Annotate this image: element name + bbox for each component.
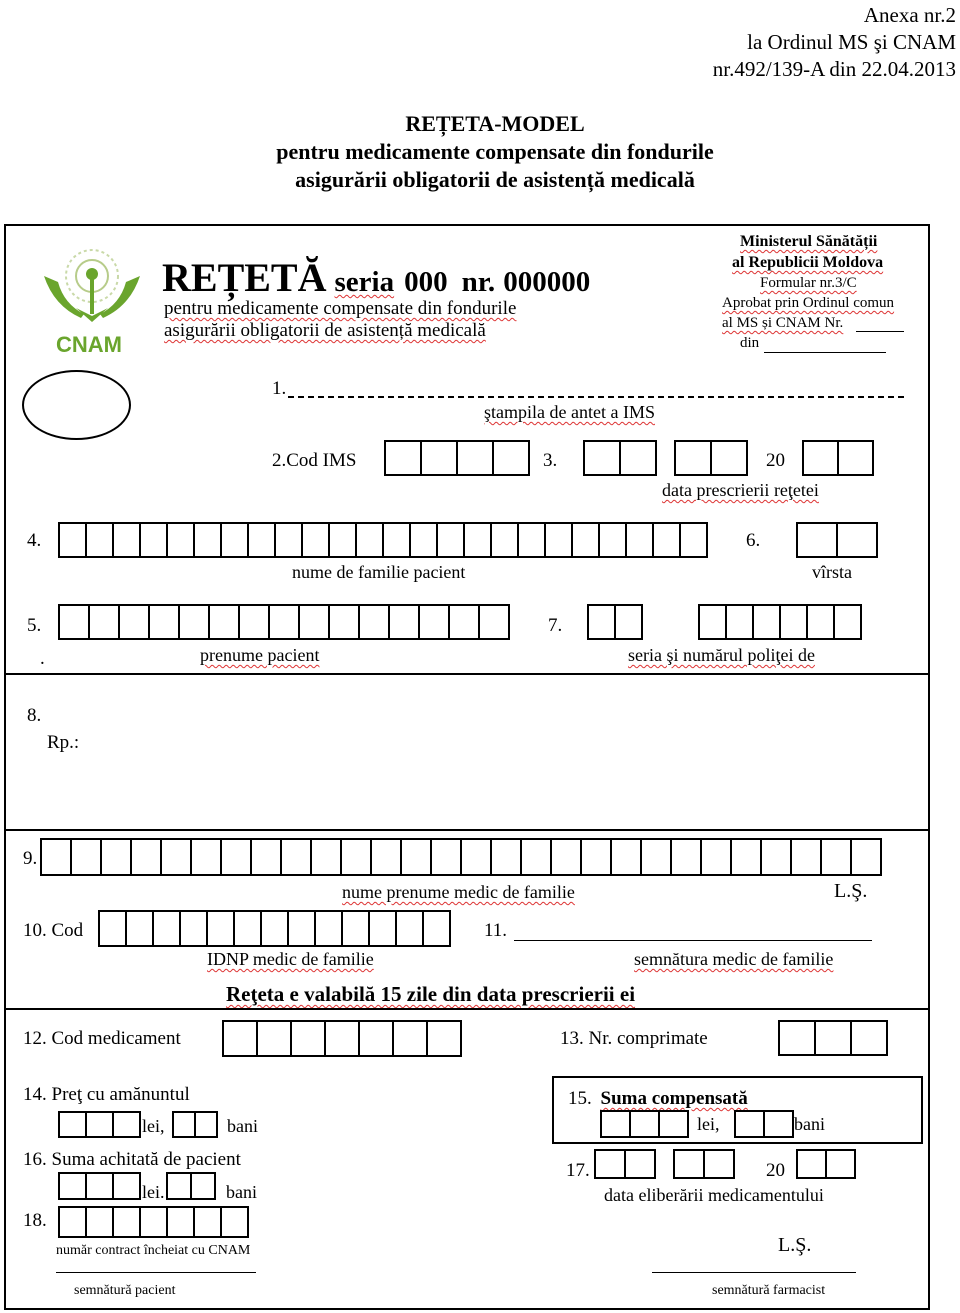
patient-surname-box-10[interactable] (303, 522, 330, 558)
field-5-number: 5. (27, 615, 42, 636)
retail-price-lei-boxes[interactable] (58, 1111, 141, 1138)
ims-code-box-3[interactable] (458, 440, 494, 476)
doctor-name-box-4[interactable] (132, 838, 162, 876)
policy-number-box-4[interactable] (781, 604, 808, 640)
patient-firstname-box-8[interactable] (270, 604, 300, 640)
prescription-year-box-1[interactable] (804, 440, 839, 476)
field-1-caption: ştampila de antet a IMS (484, 402, 655, 422)
contract-number-box-6[interactable] (195, 1206, 222, 1238)
compensated-lei-boxes[interactable] (600, 1110, 689, 1138)
patient-surname-box-6[interactable] (195, 522, 222, 558)
medicine-code-box-7[interactable] (428, 1020, 462, 1057)
patient-firstname-box-5[interactable] (180, 604, 210, 640)
field-8-number: 8. (27, 705, 42, 726)
patient-surname-box-11[interactable] (330, 522, 357, 558)
patient-signature-line[interactable] (56, 1272, 256, 1273)
doctor-idnp-box-10[interactable] (343, 910, 370, 947)
patient-surname-box-22[interactable] (627, 522, 654, 558)
ministry-line-6: din (740, 335, 760, 351)
tablet-count-boxes[interactable] (778, 1020, 888, 1056)
field-14-label: 14. Preţ cu amănuntul (23, 1084, 190, 1105)
patient-surname-box-8[interactable] (249, 522, 276, 558)
doctor-idnp-box-12[interactable] (397, 910, 424, 947)
doctor-name-box-2[interactable] (72, 838, 102, 876)
policy-number-box-5[interactable] (808, 604, 835, 640)
field-15-label: Suma compensată (600, 1088, 748, 1109)
patient-paid-lei-box-1[interactable] (60, 1172, 87, 1200)
patient-paid-lei-box-3[interactable] (114, 1172, 141, 1200)
release-day-box-2[interactable] (626, 1149, 656, 1179)
doctor-idnp-box-13[interactable] (424, 910, 451, 947)
ims-code-box-2[interactable] (422, 440, 458, 476)
document-title (190, 110, 800, 194)
doctor-name-box-7[interactable] (222, 838, 252, 876)
patient-firstname-box-6[interactable] (210, 604, 240, 640)
doctor-name-box-8[interactable] (252, 838, 282, 876)
patient-surname-box-15[interactable] (438, 522, 465, 558)
patient-firstname-box-15[interactable] (480, 604, 510, 640)
field-16-label: 16. Suma achitată de pacient (23, 1149, 241, 1170)
compensated-lei-box-3[interactable] (660, 1110, 689, 1138)
patient-paid-lei-boxes[interactable] (58, 1172, 141, 1200)
contract-number-box-2[interactable] (87, 1206, 114, 1238)
series-label: seria (334, 266, 395, 298)
medicine-code-box-6[interactable] (394, 1020, 428, 1057)
compensated-lei-box-2[interactable] (631, 1110, 660, 1138)
medicine-code-boxes[interactable] (222, 1020, 462, 1057)
release-month-box-2[interactable] (705, 1149, 735, 1179)
field-17-number: 17. (566, 1160, 590, 1181)
field-16-bani: bani (226, 1182, 257, 1202)
field-15-label-row (568, 1088, 748, 1110)
policy-series-boxes[interactable] (587, 604, 643, 640)
tablet-count-box-3[interactable] (852, 1020, 888, 1056)
form-subtitle-2: asigurării obligatorii de asistență medicală (164, 320, 486, 341)
patient-firstname-box-2[interactable] (90, 604, 120, 640)
policy-series-box-1[interactable] (589, 604, 616, 640)
doctor-name-box-11[interactable] (342, 838, 372, 876)
patient-surname-box-21[interactable] (600, 522, 627, 558)
retail-price-bani-boxes[interactable] (172, 1111, 218, 1138)
patient-age-boxes[interactable] (796, 522, 878, 558)
tablet-count-box-1[interactable] (780, 1020, 816, 1056)
patient-surname-box-20[interactable] (573, 522, 600, 558)
logo-text: CNAM (56, 332, 122, 357)
patient-firstname-box-7[interactable] (240, 604, 270, 640)
field-11-number: 11. (484, 920, 508, 941)
patient-paid-bani-boxes[interactable] (166, 1172, 216, 1200)
divider-3 (5, 1008, 929, 1010)
patient-surname-box-17[interactable] (492, 522, 519, 558)
compensated-bani-box-1[interactable] (736, 1110, 765, 1138)
nr-label: nr. (461, 266, 496, 298)
prescription-month-box-2[interactable] (712, 440, 748, 476)
contract-number-box-5[interactable] (168, 1206, 195, 1238)
patient-surname-box-19[interactable] (546, 522, 573, 558)
field-10-caption: IDNP medic de familie (207, 949, 374, 969)
annex-header (636, 2, 956, 83)
form-subtitle-1: pentru medicamente compensate din fondurile (164, 298, 517, 319)
prescription-day-boxes[interactable] (583, 440, 657, 476)
doctor-signature-line[interactable] (514, 940, 872, 941)
release-month-box-1[interactable] (675, 1149, 705, 1179)
doctor-name-box-27[interactable] (822, 838, 852, 876)
patient-surname-box-23[interactable] (654, 522, 681, 558)
medicine-code-box-5[interactable] (360, 1020, 394, 1057)
nr-value: 000000 (503, 266, 591, 298)
patient-firstname-box-11[interactable] (360, 604, 390, 640)
annex-line-3: nr.492/139-A din 22.04.2013 (712, 57, 956, 81)
patient-surname-box-24[interactable] (681, 522, 708, 558)
prescription-year-boxes[interactable] (802, 440, 874, 476)
doctor-name-box-20[interactable] (612, 838, 642, 876)
doctor-idnp-box-8[interactable] (289, 910, 316, 947)
divider-2 (5, 829, 929, 831)
patient-surname-box-5[interactable] (168, 522, 195, 558)
prescription-day-box-1[interactable] (585, 440, 621, 476)
patient-age-box-2[interactable] (838, 522, 878, 558)
title-line-2: pentru medicamente compensate din fondurile (276, 139, 714, 164)
doctor-name-box-26[interactable] (792, 838, 822, 876)
doctor-name-box-1[interactable] (42, 838, 72, 876)
compensated-bani-boxes[interactable] (734, 1110, 794, 1138)
field-11-caption: semnătura medic de familie (634, 949, 834, 969)
field-17-caption: data eliberării medicamentului (604, 1185, 824, 1205)
patient-firstname-box-13[interactable] (420, 604, 450, 640)
field-15-bani: bani (794, 1114, 825, 1134)
policy-number-boxes[interactable] (698, 604, 862, 640)
patient-firstname-box-4[interactable] (150, 604, 180, 640)
field-1-number: 1. (272, 378, 287, 399)
doctor-name-box-21[interactable] (642, 838, 672, 876)
validity-notice: Reţeta e valabilă 15 zile din data prescrierii ei (226, 982, 636, 1006)
field-16-lei: lei. (142, 1182, 165, 1202)
release-year-boxes[interactable] (796, 1149, 856, 1179)
doctor-idnp-box-2[interactable] (127, 910, 154, 947)
ministry-line-4: Aprobat prin Ordinul comun (722, 295, 895, 311)
compensated-bani-box-2[interactable] (765, 1110, 794, 1138)
field-6-number: 6. (746, 530, 761, 551)
release-year-box-1[interactable] (798, 1149, 827, 1179)
field-13-label: 13. Nr. comprimate (560, 1028, 708, 1049)
field-10-label: 10. Cod (23, 920, 84, 941)
ims-code-box-4[interactable] (494, 440, 530, 476)
patient-surname-box-7[interactable] (222, 522, 249, 558)
prescription-month-boxes[interactable] (674, 440, 748, 476)
field-4-caption: nume de familie pacient (292, 562, 466, 582)
field-7-caption: seria şi numărul poliţei de (628, 645, 815, 665)
doctor-name-box-28[interactable] (852, 838, 882, 876)
divider-1 (5, 673, 929, 675)
medicine-code-box-4[interactable] (326, 1020, 360, 1057)
doctor-name-box-17[interactable] (522, 838, 552, 876)
ministry-nr-line (856, 331, 904, 332)
title-line-3: asigurării obligatorii de asistență medicală (295, 167, 695, 192)
field-1-dashed-line[interactable] (288, 396, 904, 398)
stamp-oval[interactable] (22, 370, 131, 440)
prescription-body-area[interactable] (60, 760, 910, 826)
doctor-name-box-24[interactable] (732, 838, 762, 876)
ls-stamp-2: L.Ş. (778, 1234, 812, 1256)
doctor-name-box-6[interactable] (192, 838, 222, 876)
compensated-lei-box-1[interactable] (602, 1110, 631, 1138)
release-year-prefix: 20 (766, 1160, 785, 1181)
ministry-line-1: Ministerul Sănătății (740, 233, 878, 250)
release-day-box-1[interactable] (596, 1149, 626, 1179)
patient-surname-boxes[interactable] (58, 522, 708, 558)
doctor-name-box-19[interactable] (582, 838, 612, 876)
title-line-1: REȚETA-MODEL (405, 111, 585, 136)
tablet-count-box-2[interactable] (816, 1020, 852, 1056)
ims-code-boxes[interactable] (384, 440, 530, 476)
form-title-row (162, 254, 590, 301)
doctor-idnp-box-5[interactable] (208, 910, 235, 947)
doctor-idnp-box-11[interactable] (370, 910, 397, 947)
field-2-label: 2.Cod IMS (272, 450, 357, 471)
pharmacist-signature-line[interactable] (652, 1272, 856, 1273)
field-5-dot: . (40, 648, 45, 669)
release-year-box-2[interactable] (827, 1149, 856, 1179)
ministry-line-5: al MS și CNAM Nr. (722, 315, 844, 331)
field-15-lei: lei, (697, 1114, 720, 1134)
doctor-name-boxes[interactable] (40, 838, 882, 876)
doctor-idnp-box-7[interactable] (262, 910, 289, 947)
doctor-name-box-3[interactable] (102, 838, 132, 876)
field-3-caption: data prescrierii reţetei (662, 480, 819, 500)
patient-surname-box-4[interactable] (141, 522, 168, 558)
retail-price-lei-box-2[interactable] (87, 1111, 114, 1138)
doctor-idnp-box-1[interactable] (100, 910, 127, 947)
annex-line-1: Anexa nr.2 (863, 3, 956, 27)
ls-stamp-1: L.Ş. (834, 880, 868, 902)
patient-paid-lei-box-2[interactable] (87, 1172, 114, 1200)
field-12-label: 12. Cod medicament (23, 1028, 181, 1049)
prescription-month-box-1[interactable] (676, 440, 712, 476)
ministry-line-3: Formular nr.3/C (760, 275, 857, 291)
retail-price-lei-box-3[interactable] (114, 1111, 141, 1138)
policy-number-box-1[interactable] (700, 604, 727, 640)
doctor-name-box-23[interactable] (702, 838, 732, 876)
doctor-name-box-25[interactable] (762, 838, 792, 876)
patient-firstname-box-3[interactable] (120, 604, 150, 640)
doctor-name-box-18[interactable] (552, 838, 582, 876)
patient-firstname-box-10[interactable] (330, 604, 360, 640)
series-value: 000 (404, 266, 448, 298)
year-prefix: 20 (766, 450, 785, 471)
field-5-caption: prenume pacient (200, 645, 320, 665)
patient-surname-box-12[interactable] (357, 522, 384, 558)
retail-price-lei-box-1[interactable] (60, 1111, 87, 1138)
contract-number-boxes[interactable] (58, 1206, 249, 1238)
form-big-title: REȚETĂ (162, 255, 327, 300)
release-month-boxes[interactable] (673, 1149, 735, 1179)
patient-firstname-box-1[interactable] (60, 604, 90, 640)
doctor-idnp-box-6[interactable] (235, 910, 262, 947)
patient-firstname-box-9[interactable] (300, 604, 330, 640)
release-day-boxes[interactable] (594, 1149, 656, 1179)
cnam-logo-icon (36, 246, 141, 358)
patient-surname-box-16[interactable] (465, 522, 492, 558)
patient-firstname-box-12[interactable] (390, 604, 420, 640)
doctor-idnp-box-9[interactable] (316, 910, 343, 947)
retail-price-bani-box-2[interactable] (196, 1111, 218, 1138)
prescription-year-box-2[interactable] (839, 440, 874, 476)
policy-number-box-6[interactable] (835, 604, 862, 640)
doctor-name-box-14[interactable] (432, 838, 462, 876)
doctor-name-box-15[interactable] (462, 838, 492, 876)
patient-paid-bani-box-1[interactable] (168, 1172, 192, 1200)
patient-surname-box-3[interactable] (114, 522, 141, 558)
doctor-name-box-22[interactable] (672, 838, 702, 876)
patient-surname-box-18[interactable] (519, 522, 546, 558)
doctor-name-box-13[interactable] (402, 838, 432, 876)
annex-line-2: la Ordinul MS şi CNAM (747, 30, 956, 54)
field-6-caption: vîrsta (812, 562, 852, 582)
field-14-lei: lei, (142, 1116, 165, 1136)
contract-number-box-7[interactable] (222, 1206, 249, 1238)
doctor-name-box-12[interactable] (372, 838, 402, 876)
field-14-bani: bani (227, 1116, 258, 1136)
medicine-code-box-2[interactable] (258, 1020, 292, 1057)
patient-surname-box-1[interactable] (60, 522, 87, 558)
doctor-name-box-9[interactable] (282, 838, 312, 876)
patient-signature-caption: semnătură pacient (74, 1283, 176, 1298)
medicine-code-box-3[interactable] (292, 1020, 326, 1057)
field-9-caption: nume prenume medic de familie (342, 882, 575, 902)
prescription-day-box-2[interactable] (621, 440, 657, 476)
field-15-number: 15. (568, 1088, 592, 1109)
field-18-number: 18. (23, 1210, 47, 1231)
policy-series-box-2[interactable] (616, 604, 643, 640)
field-7-number: 7. (548, 615, 563, 636)
field-4-number: 4. (27, 530, 42, 551)
patient-paid-bani-box-2[interactable] (192, 1172, 216, 1200)
doctor-name-box-16[interactable] (492, 838, 522, 876)
medicine-code-box-1[interactable] (224, 1020, 258, 1057)
rp-label: Rp.: (47, 732, 80, 753)
field-9-number: 9. (23, 848, 38, 869)
patient-surname-box-13[interactable] (384, 522, 411, 558)
patient-surname-box-14[interactable] (411, 522, 438, 558)
patient-firstname-box-14[interactable] (450, 604, 480, 640)
patient-surname-box-9[interactable] (276, 522, 303, 558)
ministry-line-2: al Republicii Moldova (732, 254, 884, 271)
doctor-idnp-box-4[interactable] (181, 910, 208, 947)
doctor-idnp-boxes[interactable] (98, 910, 451, 947)
field-3-number: 3. (543, 450, 558, 471)
retail-price-bani-box-1[interactable] (174, 1111, 196, 1138)
patient-firstname-boxes[interactable] (58, 604, 510, 640)
contract-number-box-3[interactable] (114, 1206, 141, 1238)
patient-age-box-1[interactable] (798, 522, 838, 558)
ministry-date-line (764, 352, 886, 353)
doctor-name-box-5[interactable] (162, 838, 192, 876)
ims-code-box-1[interactable] (386, 440, 422, 476)
contract-number-box-4[interactable] (141, 1206, 168, 1238)
patient-surname-box-2[interactable] (87, 522, 114, 558)
policy-number-box-3[interactable] (754, 604, 781, 640)
pharmacist-signature-caption: semnătură farmacist (712, 1283, 826, 1298)
doctor-idnp-box-3[interactable] (154, 910, 181, 947)
doctor-name-box-10[interactable] (312, 838, 342, 876)
policy-number-box-2[interactable] (727, 604, 754, 640)
field-18-caption: număr contract încheiat cu CNAM (56, 1243, 251, 1256)
contract-number-box-1[interactable] (60, 1206, 87, 1238)
